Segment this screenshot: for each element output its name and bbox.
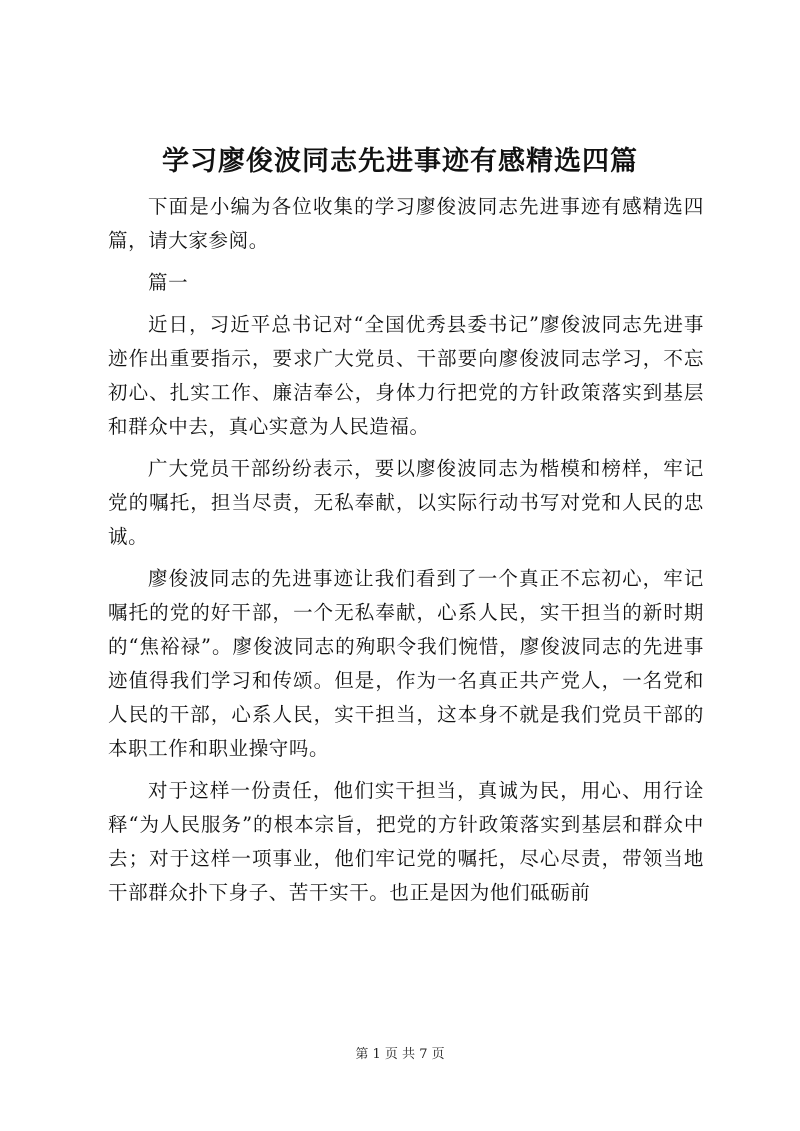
section-heading: 篇一 (148, 271, 189, 294)
paragraph: 廖俊波同志的先进事迹让我们看到了一个真正不忘初心，牢记嘱托的党的好干部，一个无私奉献，心系人民，实干担当的新时期的“焦裕禄”。廖俊波同志的殉职令我们惋惜，廖俊波同志的先进事迹值得我们学习和传颂。但是，作为一名真正共产党人，一名党和人民的干部，心系人民，实干担当，这本身不就是我们党员干部的本职工作和职业操守吗。 (108, 567, 704, 760)
document-title: 学习廖俊波同志先进事迹有感精选四篇 (162, 146, 638, 177)
paragraph: 近日，习近平总书记对“全国优秀县委书记”廖俊波同志先进事迹作出重要指示，要求广大党员、干部要向廖俊波同志学习，不忘初心、扎实工作、廉洁奉公，身体力行把党的方针政策落实到基层和群众中去，真心实意为人民造福。 (108, 313, 704, 438)
paragraph: 广大党员干部纷纷表示，要以廖俊波同志为楷模和榜样，牢记党的嘱托，担当尽责，无私奉献，以实际行动书写对党和人民的忠诚。 (108, 457, 704, 548)
document-body (108, 190, 704, 918)
page-footer: 第 1 页 共 7 页 (355, 1047, 445, 1062)
paragraph: 对于这样一份责任，他们实干担当，真诚为民，用心、用行诠释“为人民服务”的根本宗旨，把党的方针政策落实到基层和群众中去；对于这样一项事业，他们牢记党的嘱托，尽心尽责，带领当地干部群众扑下身子、苦干实干。也正是因为他们砥砺前 (108, 779, 704, 904)
paragraph-intro: 下面是小编为各位收集的学习廖俊波同志先进事迹有感精选四篇，请大家参阅。 (108, 195, 704, 252)
